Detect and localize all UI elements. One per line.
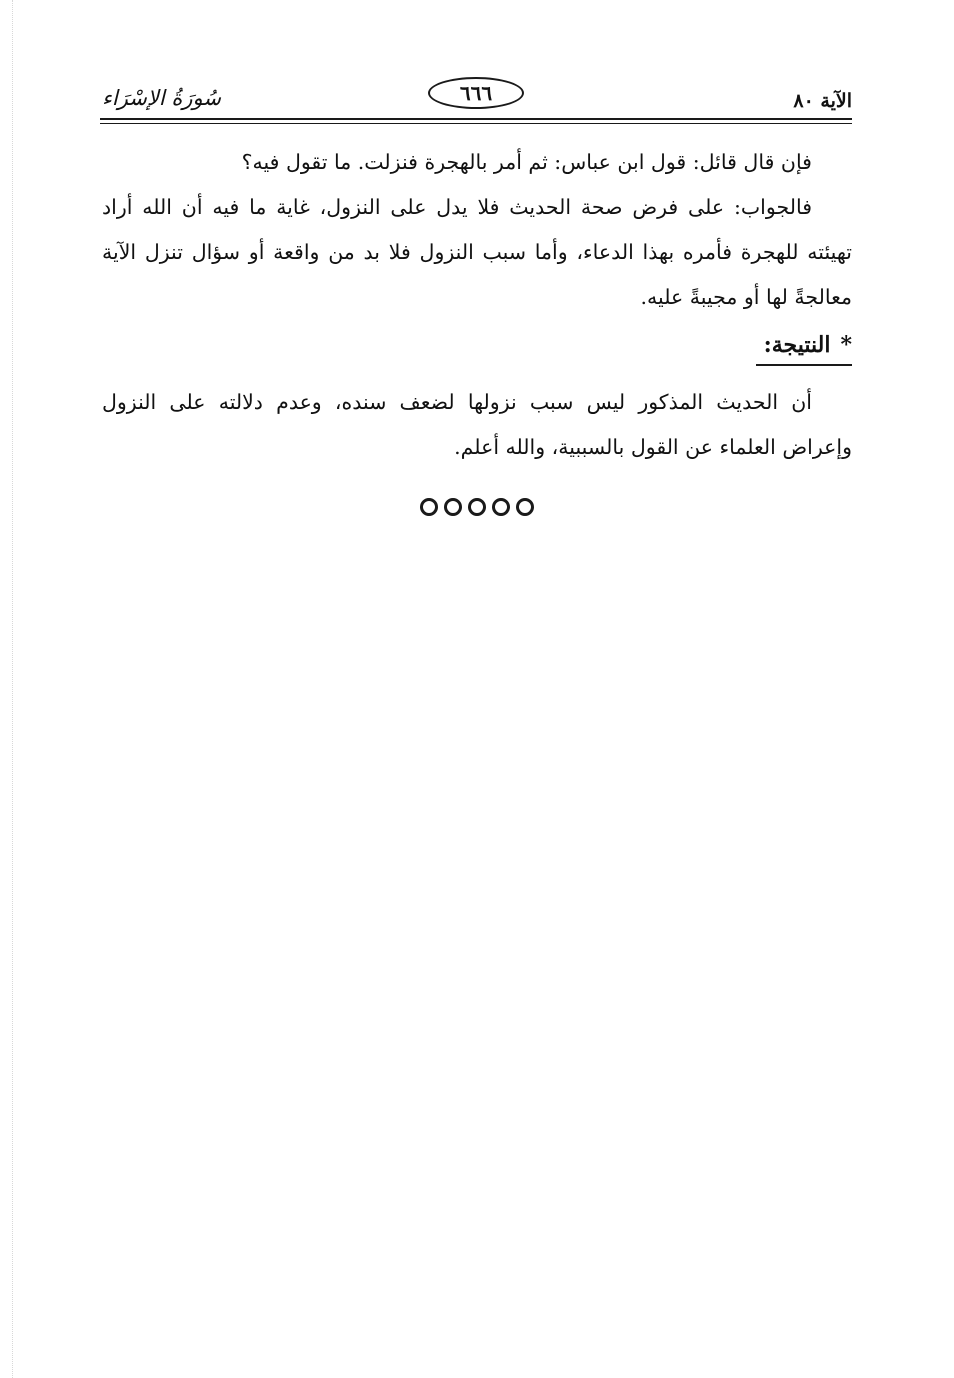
page-header [100, 70, 852, 122]
star-icon: * [840, 332, 852, 358]
paragraph-question: فإن قال قائل: قول ابن عباس: ثم أمر بالهجرة فنزلت. ما تقول فيه؟ [241, 150, 812, 174]
result-text [102, 380, 852, 470]
header-rule [100, 118, 852, 120]
header-ayah-label: الآية ٨٠ [793, 90, 852, 112]
ornament-divider [0, 498, 954, 516]
header-surah-name: سُورَةُ الإسْرَاء [102, 86, 221, 110]
result-heading [756, 332, 852, 366]
circle-ornament-icon [516, 498, 534, 516]
circle-ornament-icon [468, 498, 486, 516]
header-rule-thin [100, 123, 852, 124]
page-number: ٦٦٦ [428, 77, 524, 109]
circle-ornament-icon [420, 498, 438, 516]
paragraph-answer: فالجواب: على فرض صحة الحديث فلا يدل على النزول، غاية ما فيه أن الله أراد تهيئته للهجرة فأمره بهذا الدعاء، وأما سبب النزول فلا بد من واقعة أو سؤال تنزل الآية معالجةً لها أو مجيبةً عليه. [102, 195, 852, 309]
result-heading-label: النتيجة: [763, 332, 831, 358]
circle-ornament-icon [444, 498, 462, 516]
scan-edge [12, 0, 13, 1378]
circle-ornament-icon [492, 498, 510, 516]
body-text [102, 140, 852, 320]
paragraph-result: أن الحديث المذكور ليس سبب نزولها لضعف سنده، وعدم دلالته على النزول وإعراض العلماء عن القول بالسببية، والله أعلم. [102, 390, 852, 459]
